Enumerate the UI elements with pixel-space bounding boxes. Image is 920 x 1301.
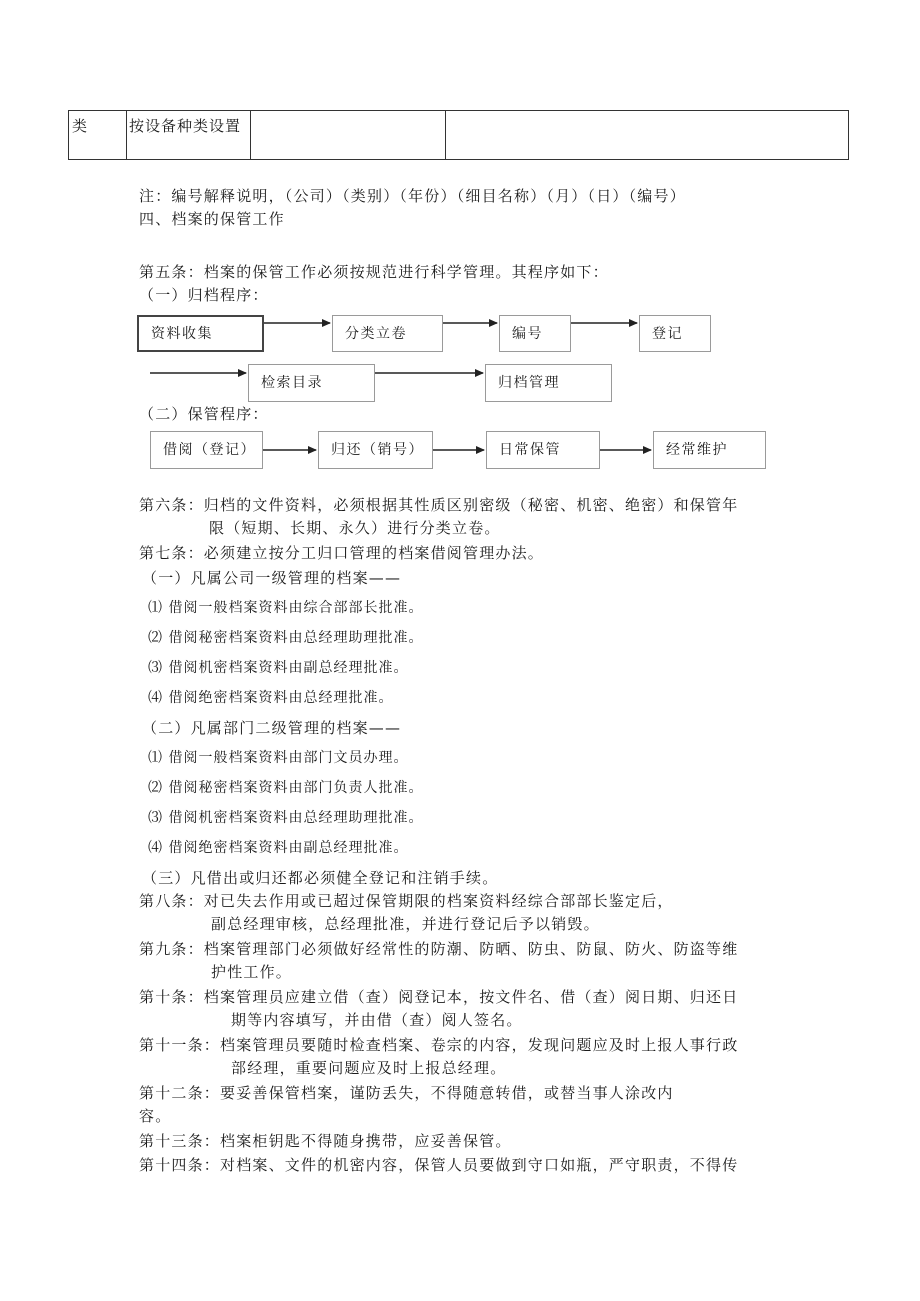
- article-8-line2: 副总经理审核，总经理批准，并进行登记后予以销毁。: [211, 915, 600, 933]
- article-12-line2: 容。: [139, 1107, 172, 1125]
- article-11-line1: 第十一条：档案管理员要随时检查档案、卷宗的内容，发现问题应及时上报人事行政: [139, 1036, 739, 1054]
- article-12-line1: 第十二条：要妥善保管档案，谨防丢失，不得随意转借，或替当事人涂改内: [139, 1084, 674, 1102]
- table-cell-text: 类: [72, 117, 89, 135]
- list-item: ⑶ 借阅机密档案资料由总经理助理批准。: [148, 810, 424, 826]
- list-item: ⑷ 借阅绝密档案资料由副总经理批准。: [148, 840, 409, 856]
- article-7-sub1-title: （一）凡属公司一级管理的档案——: [142, 569, 402, 587]
- article-6-line2: 限（短期、长期、永久）进行分类立卷。: [209, 519, 501, 537]
- list-item: ⑵ 借阅秘密档案资料由总经理助理批准。: [148, 630, 424, 646]
- article-14: 第十四条：对档案、文件的机密内容，保管人员要做到守口如瓶，严守职责，不得传: [139, 1156, 739, 1174]
- flow2-title: （二）保管程序：: [139, 405, 269, 423]
- list-item: ⑴ 借阅一般档案资料由综合部部长批准。: [148, 600, 424, 616]
- numbering-note: 注：编号解释说明，（公司）（类别）（年份）（细目名称）（月）（日）（编号）: [139, 187, 686, 205]
- flow-box-register: 登记: [639, 315, 711, 352]
- article-6-line1: 第六条：归档的文件资料，必须根据其性质区别密级（秘密、机密、绝密）和保管年: [139, 496, 739, 514]
- flow-box-daily: 日常保管: [486, 431, 600, 469]
- flow-box-collect: 资料收集: [137, 315, 264, 352]
- list-item: ⑵ 借阅秘密档案资料由部门负责人批准。: [148, 780, 424, 796]
- article-7-sub2-title: （二）凡属部门二级管理的档案——: [142, 719, 402, 737]
- flow-box-archive: 归档管理: [485, 364, 612, 402]
- flow-box-number: 编号: [499, 315, 571, 352]
- article-7: 第七条：必须建立按分工归口管理的档案借阅管理办法。: [139, 544, 545, 562]
- article-8-line1: 第八条：对已失去作用或已超过保管期限的档案资料经综合部部长鉴定后，: [139, 892, 674, 910]
- flowchart-arrows: [0, 0, 920, 520]
- article-13: 第十三条：档案柜钥匙不得随身携带，应妥善保管。: [139, 1132, 512, 1150]
- article-9-line2: 护性工作。: [211, 963, 293, 981]
- flow1-title: （一）归档程序：: [139, 286, 269, 304]
- flow-box-borrow: 借阅（登记）: [150, 431, 263, 469]
- article-10-line2: 期等内容填写，并由借（查）阅人签名。: [231, 1011, 523, 1029]
- flow-box-maintain: 经常维护: [653, 431, 766, 469]
- article-5: 第五条：档案的保管工作必须按规范进行科学管理。其程序如下：: [139, 263, 609, 281]
- flow-box-return: 归还（销号）: [318, 431, 433, 469]
- article-10-line1: 第十条：档案管理员应建立借（查）阅登记本，按文件名、借（查）阅日期、归还日: [139, 988, 739, 1006]
- flow-box-classify: 分类立卷: [332, 315, 443, 352]
- list-item: ⑶ 借阅机密档案资料由副总经理批准。: [148, 660, 409, 676]
- flow-box-index: 检索目录: [248, 364, 375, 402]
- article-7-sub3: （三）凡借出或归还都必须健全登记和注销手续。: [142, 869, 499, 887]
- list-item: ⑷ 借阅绝密档案资料由总经理批准。: [148, 690, 394, 706]
- article-9-line1: 第九条：档案管理部门必须做好经常性的防潮、防晒、防虫、防鼠、防火、防盗等维: [139, 940, 739, 958]
- section-title: 四、档案的保管工作: [139, 210, 285, 228]
- list-item: ⑴ 借阅一般档案资料由部门文员办理。: [148, 750, 409, 766]
- table-cell-text: 按设备种类设置: [129, 117, 242, 135]
- article-11-line2: 部经理，重要问题应及时上报总经理。: [231, 1059, 507, 1077]
